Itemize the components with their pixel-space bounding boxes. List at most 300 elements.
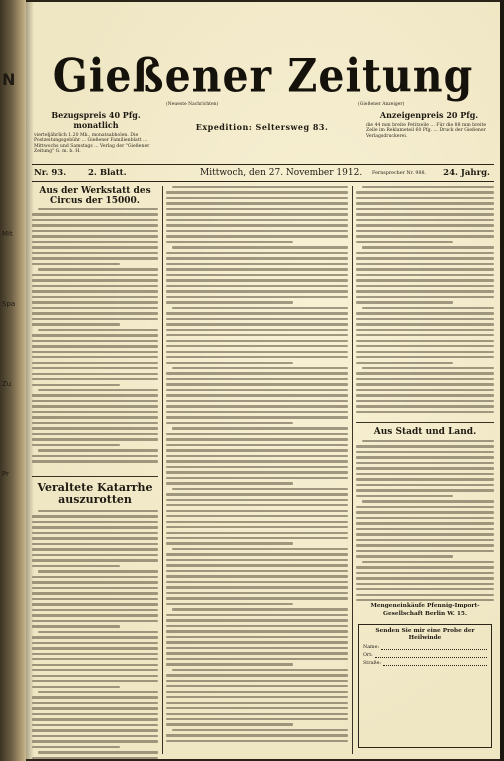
text-line — [32, 609, 158, 611]
text-line — [32, 411, 158, 413]
text-line — [38, 751, 158, 753]
binding-fragment: Zu — [2, 380, 12, 388]
text-line — [32, 444, 120, 446]
text-line — [32, 246, 158, 248]
text-line — [166, 208, 348, 210]
text-line — [356, 329, 494, 331]
text-line — [166, 411, 348, 413]
text-line — [32, 696, 158, 698]
text-line — [32, 323, 120, 325]
text-line — [32, 416, 158, 418]
text-line — [166, 224, 348, 226]
text-line — [172, 367, 348, 369]
text-line — [166, 471, 348, 473]
sheet-number: 2. Blatt. — [88, 168, 127, 178]
text-line — [166, 422, 293, 424]
coupon-row — [359, 650, 491, 658]
text-line — [32, 598, 158, 600]
text-line — [166, 433, 348, 435]
expedition-box — [162, 106, 362, 132]
text-line — [356, 484, 494, 486]
text-line — [166, 241, 293, 243]
text-line — [356, 456, 494, 458]
text-line — [166, 510, 348, 512]
text-line — [356, 489, 494, 491]
text-line — [356, 268, 494, 270]
text-line — [32, 565, 120, 567]
text-line — [356, 362, 453, 364]
text-line — [166, 449, 348, 451]
text-line — [356, 583, 494, 585]
text-line — [166, 274, 348, 276]
text-line — [32, 351, 158, 353]
text-line — [166, 334, 348, 336]
subscription-price: Bezugspreis 40 Pfg. monatlich — [51, 110, 141, 130]
circus-article-body — [32, 208, 158, 470]
circus-headline: Aus der Werkstatt des Circus der 15000. — [39, 186, 151, 206]
text-line — [166, 345, 348, 347]
text-line — [32, 653, 158, 655]
text-line — [166, 477, 348, 479]
text-line — [166, 191, 348, 193]
text-line — [32, 279, 158, 281]
coupon-row-label: Ort: — [363, 653, 373, 658]
text-line — [32, 718, 158, 720]
text-line — [32, 257, 158, 259]
text-line — [362, 307, 494, 309]
text-line — [356, 451, 494, 453]
text-line — [32, 345, 158, 347]
text-line — [32, 422, 158, 424]
text-line — [166, 230, 348, 232]
text-line — [166, 734, 348, 736]
text-line — [356, 555, 453, 557]
page-right-edge — [500, 0, 504, 761]
text-line — [356, 318, 494, 320]
text-line — [166, 252, 348, 254]
text-line — [166, 340, 348, 342]
coupon-row-label: Name: — [363, 645, 380, 650]
text-line — [32, 526, 158, 528]
text-line — [32, 757, 158, 759]
subscription-box — [34, 110, 158, 155]
text-line — [166, 663, 293, 665]
text-line — [166, 383, 348, 385]
text-line — [32, 213, 158, 215]
text-line — [32, 515, 158, 517]
text-line — [32, 625, 120, 627]
text-line — [166, 564, 348, 566]
text-line — [166, 466, 348, 468]
text-line — [166, 581, 348, 583]
text-line — [166, 603, 293, 605]
text-line — [356, 594, 494, 596]
text-line — [32, 312, 158, 314]
text-line — [32, 729, 158, 731]
text-line — [32, 559, 158, 561]
text-line — [356, 539, 494, 541]
newspaper-page — [26, 2, 500, 759]
text-line — [356, 202, 494, 204]
text-line — [166, 378, 348, 380]
column-right — [356, 186, 494, 608]
text-line — [166, 504, 348, 506]
text-line — [166, 290, 348, 292]
text-line — [166, 641, 348, 643]
text-line — [166, 482, 293, 484]
text-line — [32, 581, 158, 583]
issue-number: Nr. 93. — [34, 168, 67, 178]
text-line — [32, 340, 158, 342]
text-line — [166, 652, 348, 654]
text-line — [166, 296, 348, 298]
text-line — [356, 345, 494, 347]
text-line — [38, 631, 158, 633]
text-line — [166, 685, 348, 687]
text-line — [356, 550, 494, 552]
text-line — [356, 241, 453, 243]
text-line — [172, 669, 348, 671]
text-line — [166, 499, 348, 501]
text-line — [32, 614, 158, 616]
text-line — [166, 444, 348, 446]
text-line — [362, 246, 494, 248]
text-line — [32, 367, 158, 369]
subscription-text: vierteljährlich 1.20 Mk., monatsabholen. Die Postzeitungsgebühr ... Gießener Familienblatt ... Mittwochs und Samstags ... Verlag der "Gießener Zeitung" G. m. b. H. — [34, 133, 150, 155]
text-line — [32, 274, 158, 276]
text-line — [356, 588, 494, 590]
text-line — [356, 566, 494, 568]
text-line — [32, 384, 120, 386]
binding-fragment: Mit — [2, 230, 13, 238]
text-line — [172, 608, 348, 610]
text-line — [362, 367, 494, 369]
coupon-title: Senden Sie mir eine Probe der Heilwinde — [375, 628, 475, 641]
text-line — [166, 597, 348, 599]
text-line — [362, 561, 494, 563]
coupon-row-label: Straße: — [363, 661, 382, 666]
text-line — [166, 263, 348, 265]
text-line — [166, 625, 348, 627]
text-line — [172, 548, 348, 550]
column-rule — [352, 186, 353, 754]
text-line — [166, 740, 348, 742]
text-line — [172, 186, 348, 188]
text-line — [32, 587, 158, 589]
text-line — [356, 473, 494, 475]
stadt-headline: Aus Stadt und Land. — [356, 422, 494, 437]
text-line — [166, 559, 348, 561]
text-line — [32, 455, 158, 457]
text-line — [362, 440, 494, 442]
text-line — [32, 318, 158, 320]
text-line — [356, 383, 494, 385]
text-line — [356, 219, 494, 221]
text-line — [356, 263, 494, 265]
text-line — [32, 400, 158, 402]
order-coupon — [358, 624, 492, 748]
coupon-row — [359, 642, 491, 650]
text-line — [356, 511, 494, 513]
text-line — [356, 394, 494, 396]
text-line — [32, 537, 158, 539]
binding-strip — [0, 0, 26, 761]
text-line — [166, 301, 293, 303]
text-line — [166, 691, 348, 693]
text-line — [32, 669, 158, 671]
text-line — [32, 405, 158, 407]
text-line — [166, 674, 348, 676]
text-line — [32, 241, 158, 243]
text-line — [32, 427, 158, 429]
text-line — [166, 521, 348, 523]
text-line — [38, 208, 158, 210]
issue-date: Mittwoch, den 27. November 1912. — [200, 168, 363, 178]
text-line — [166, 647, 348, 649]
text-line — [166, 515, 348, 517]
text-line — [32, 438, 158, 440]
text-line — [32, 740, 158, 742]
text-line — [172, 246, 348, 248]
text-line — [32, 543, 158, 545]
text-line — [32, 680, 158, 682]
text-line — [166, 619, 348, 621]
text-line — [32, 713, 158, 715]
text-line — [356, 372, 494, 374]
expedition-address: Expedition: Seltersweg 83. — [195, 122, 329, 132]
text-line — [356, 356, 494, 358]
text-line — [166, 405, 348, 407]
text-line — [166, 575, 348, 577]
text-line — [166, 658, 348, 660]
middle-article-body — [166, 186, 348, 752]
text-line — [166, 389, 348, 391]
text-line — [356, 445, 494, 447]
advert-price-box — [366, 110, 492, 139]
text-line — [356, 528, 494, 530]
text-line — [166, 493, 348, 495]
text-line — [32, 603, 158, 605]
text-line — [166, 312, 348, 314]
text-line — [38, 449, 158, 451]
text-line — [166, 213, 348, 215]
telephone-number: Fernsprecher Nr. 988. — [372, 170, 427, 176]
text-line — [166, 696, 348, 698]
column-middle — [166, 186, 348, 752]
text-line — [356, 389, 494, 391]
text-line — [166, 614, 348, 616]
advert-price: Anzeigenpreis 20 Pfg. — [379, 110, 479, 120]
text-line — [356, 197, 494, 199]
text-line — [32, 642, 158, 644]
text-line — [32, 707, 158, 709]
text-line — [356, 400, 494, 402]
column-left — [32, 186, 158, 759]
text-line — [356, 478, 494, 480]
text-line — [356, 301, 453, 303]
column-rule — [162, 186, 163, 754]
text-line — [32, 263, 120, 265]
text-line — [166, 279, 348, 281]
text-line — [166, 285, 348, 287]
text-line — [32, 664, 158, 666]
text-line — [356, 467, 494, 469]
text-line — [172, 307, 348, 309]
text-line — [32, 702, 158, 704]
text-line — [166, 257, 348, 259]
text-line — [356, 572, 494, 574]
import-company-ad: Mengeneinkäufe Pfennig-Import-Gesellschaft Berlin W. 15. — [370, 603, 480, 617]
text-line — [356, 290, 494, 292]
text-line — [32, 620, 158, 622]
text-line — [38, 510, 158, 512]
text-line — [32, 334, 158, 336]
text-line — [32, 433, 158, 435]
text-line — [166, 438, 348, 440]
text-line — [356, 279, 494, 281]
text-line — [32, 548, 158, 550]
text-line — [32, 532, 158, 534]
text-line — [362, 186, 494, 188]
text-line — [166, 636, 348, 638]
text-line — [166, 592, 348, 594]
text-line — [166, 702, 348, 704]
text-line — [166, 394, 348, 396]
text-line — [356, 411, 494, 413]
text-line — [32, 746, 120, 748]
text-line — [356, 522, 494, 524]
binding-fragment: N — [2, 70, 16, 89]
text-line — [166, 630, 348, 632]
text-line — [166, 680, 348, 682]
text-line — [32, 576, 158, 578]
text-line — [356, 405, 494, 407]
text-line — [356, 257, 494, 259]
text-line — [38, 268, 158, 270]
text-line — [166, 570, 348, 572]
text-line — [38, 691, 158, 693]
text-line — [32, 290, 158, 292]
text-line — [356, 285, 494, 287]
text-line — [362, 500, 494, 502]
text-line — [38, 389, 158, 391]
text-line — [166, 537, 348, 539]
text-line — [356, 462, 494, 464]
binding-fragment: Pr — [2, 470, 9, 478]
masthead-title: Gießener Zeitung — [52, 49, 474, 103]
text-line — [166, 553, 348, 555]
binding-fragment: Spa — [2, 300, 16, 308]
text-line — [356, 224, 494, 226]
text-line — [166, 532, 348, 534]
text-line — [166, 323, 348, 325]
text-line — [32, 658, 158, 660]
text-line — [32, 592, 158, 594]
date-bar — [32, 164, 494, 182]
right-article-body-top — [356, 186, 494, 418]
text-line — [166, 526, 348, 528]
text-line — [166, 219, 348, 221]
stadt-article-body — [356, 440, 494, 608]
text-line — [166, 197, 348, 199]
text-line — [32, 686, 120, 688]
text-line — [166, 329, 348, 331]
text-line — [356, 274, 494, 276]
text-line — [356, 235, 494, 237]
text-line — [32, 362, 158, 364]
text-line — [356, 378, 494, 380]
text-line — [32, 219, 158, 221]
text-line — [166, 723, 293, 725]
text-line — [32, 307, 158, 309]
text-line — [32, 230, 158, 232]
text-line — [356, 517, 494, 519]
text-line — [172, 729, 348, 731]
text-line — [356, 213, 494, 215]
text-line — [356, 533, 494, 535]
coupon-row — [359, 658, 491, 666]
text-line — [32, 724, 158, 726]
text-line — [166, 713, 348, 715]
text-line — [32, 373, 158, 375]
text-line — [356, 191, 494, 193]
text-line — [356, 323, 494, 325]
katarrhe-article-body — [32, 510, 158, 759]
text-line — [32, 224, 158, 226]
text-line — [356, 351, 494, 353]
text-line — [38, 329, 158, 331]
text-line — [166, 718, 348, 720]
text-line — [32, 378, 158, 380]
text-line — [32, 636, 158, 638]
text-line — [166, 235, 348, 237]
text-line — [172, 427, 348, 429]
text-line — [32, 285, 158, 287]
text-line — [32, 301, 158, 303]
text-line — [356, 544, 494, 546]
text-line — [32, 252, 158, 254]
text-line — [166, 416, 348, 418]
text-line — [166, 202, 348, 204]
text-line — [356, 495, 453, 497]
text-line — [38, 570, 158, 572]
text-line — [356, 334, 494, 336]
text-line — [166, 318, 348, 320]
text-line — [32, 460, 158, 462]
text-line — [32, 675, 158, 677]
text-line — [166, 707, 348, 709]
text-line — [166, 268, 348, 270]
text-line — [32, 394, 158, 396]
katarrhe-headline: Veraltete Katarrhe auszurotten — [32, 476, 158, 506]
text-line — [32, 356, 158, 358]
text-line — [356, 208, 494, 210]
masthead-sublabel-right: (Gießener Anzeiger) — [358, 102, 405, 107]
text-line — [356, 230, 494, 232]
text-line — [172, 488, 348, 490]
text-line — [32, 521, 158, 523]
volume-year: 24. Jahrg. — [443, 168, 490, 178]
text-line — [166, 460, 348, 462]
text-line — [356, 312, 494, 314]
text-line — [166, 586, 348, 588]
text-line — [356, 252, 494, 254]
text-line — [32, 554, 158, 556]
text-line — [166, 542, 293, 544]
text-line — [166, 372, 348, 374]
text-line — [356, 577, 494, 579]
text-line — [32, 647, 158, 649]
